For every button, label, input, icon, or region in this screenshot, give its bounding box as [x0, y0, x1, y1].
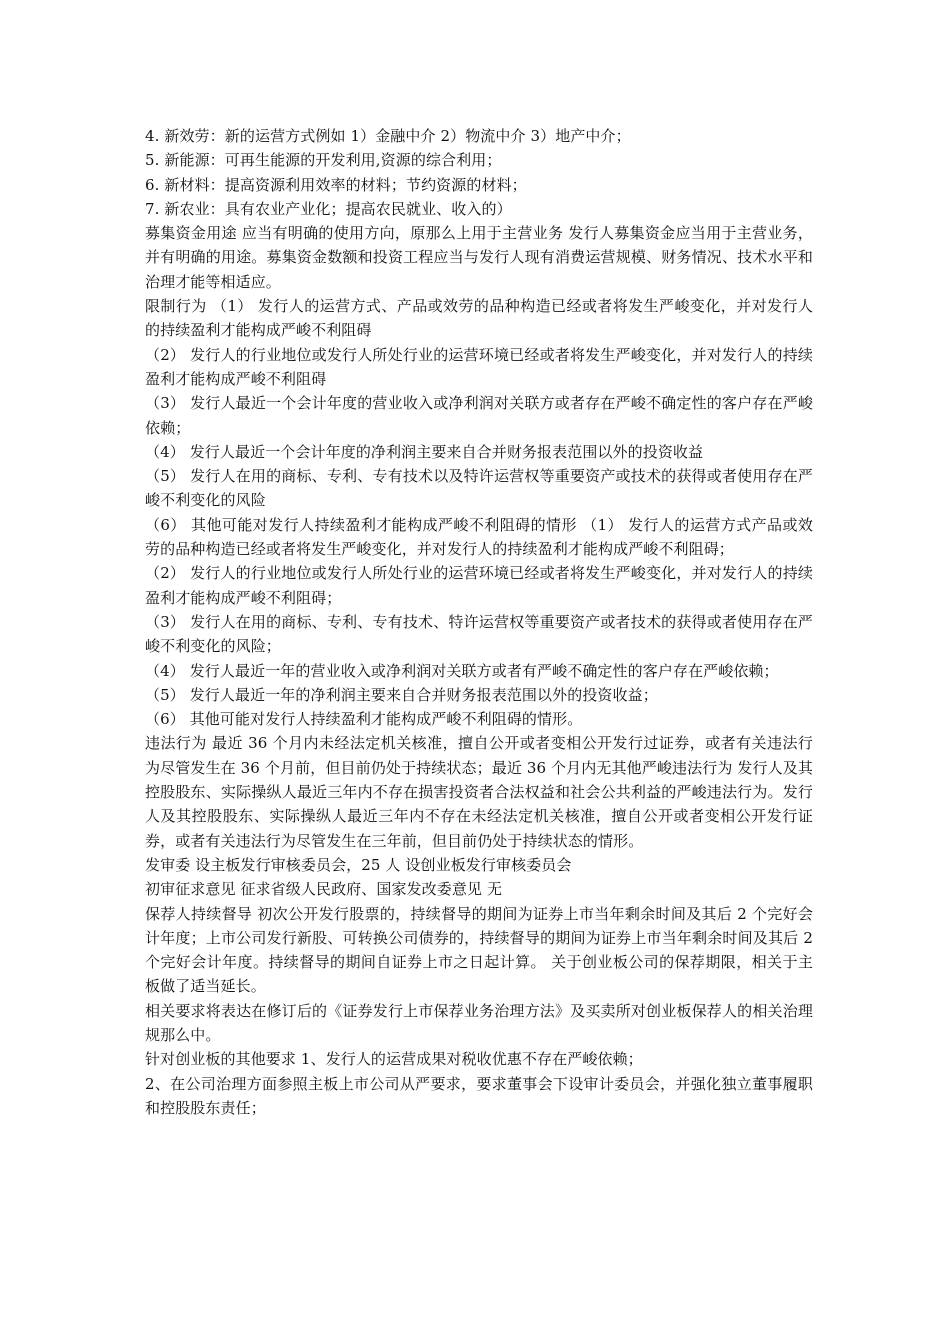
paragraph-gem-other-2: 2、在公司治理方面参照主板上市公司从严要求，要求董事会下设审计委员会，并强化独立董事履职和控股股东责任；: [145, 1074, 813, 1117]
paragraph-restricted-1: 限制行为 （1） 发行人的运营方式、产品或效劳的品种构造已经或者将发生严峻变化，并对发行人的持续盈利才能构成严峻不利阻碍: [145, 297, 813, 340]
paragraph-4-new-services: 4. 新效劳：新的运营方式例如 1）金融中介 2）物流中介 3）地产中介；: [145, 127, 631, 145]
document-body: [145, 124, 813, 1120]
paragraph-restricted-b5: （5） 发行人最近一年的净利润主要来自合并财务报表范围以外的投资收益；: [145, 685, 658, 704]
paragraph-restricted-b3: （3） 发行人在用的商标、专利、专有技术、特许运营权等重要资产或者技术的获得或者使用存在严峻不利变化的风险；: [145, 612, 813, 656]
paragraph-illegal-acts: 违法行为 最近 36 个月内未经法定机关核准，擅自公开或者变相公开发行过证券，或者有关违法行为尽管发生在 36 个月前，但目前仍处于持续状态；最近 36 个月内无其他严峻违法行为 发行人及其控股股东、实际操纵人最近三年内不存在损害投资者合法权益和社会公共利益的严峻违法行为。发行人及其控股股东、实际操纵人最近三年内不存在未经法定机关核准，擅自公开或者变相公开发行证券，或者有关违法行为尽管发生在三年前，但目前仍处于持续状态的情形。: [145, 734, 813, 850]
paragraph-related-requirements: 相关要求将表达在修订后的《证券发行上市保荐业务治理方法》及买卖所对创业板保荐人的相关治理规那么中。: [145, 1001, 813, 1044]
paragraph-gem-other-1: 针对创业板的其他要求 1、发行人的运营成果对税收优惠不存在严峻依赖；: [145, 1050, 643, 1069]
paragraph-restricted-6: （6） 其他可能对发行人持续盈利才能构成严峻不利阻碍的情形 （1） 发行人的运营方式产品或效劳的品种构造已经或者将发生严峻变化，并对发行人的持续盈利才能构成严峻不利阻碍；: [145, 515, 813, 559]
paragraph-restricted-b6: （6） 其他可能对发行人持续盈利才能构成严峻不利阻碍的情形。: [145, 710, 583, 729]
paragraph-initial-review: 初审征求意见 征求省级人民政府、国家发改委意见 无: [145, 880, 503, 899]
paragraph-restricted-b2: （2） 发行人的行业地位或发行人所处行业的运营环境已经或者将发生严峻变化，并对发行人的持续盈利才能构成严峻不利阻碍；: [145, 564, 813, 607]
paragraph-7-new-agriculture: 7. 新农业：具有农业产业化；提高农民就业、收入的）: [145, 199, 512, 218]
paragraph-restricted-2: （2） 发行人的行业地位或发行人所处行业的运营环境已经或者将发生严峻变化，并对发行人的持续盈利才能构成严峻不利阻碍: [145, 345, 813, 388]
paragraph-restricted-b4: （4） 发行人最近一年的营业收入或净利润对关联方或者有严峻不确定性的客户存在严峻依赖；: [145, 661, 779, 680]
paragraph-6-new-materials: 6. 新材料：提高资源利用效率的材料；节约资源的材料；: [145, 175, 527, 194]
paragraph-restricted-3: （3） 发行人最近一个会计年度的营业收入或净利润对关联方或者存在严峻不确定性的客户存在严峻依赖；: [145, 394, 813, 437]
paragraph-sponsor-supervision: 保荐人持续督导 初次公开发行股票的，持续督导的期间为证券上市当年剩余时间及其后 2 个完好会计年度；上市公司发行新股、可转换公司债券的，持续督导的期间为证券上市当年剩余时间及其后 2 个完好会计年度。持续督导的期间自证券上市之日起计算。 关于创业板公司的保荐期限，相关于主板做了适当延长。: [145, 904, 813, 996]
paragraph-restricted-5: （5） 发行人在用的商标、专利、专有技术以及特许运营权等重要资产或技术的获得或者使用存在严峻不利变化的风险: [145, 467, 813, 510]
paragraph-5-new-energy: 5. 新能源：可再生能源的开发利用,资源的综合利用；: [145, 151, 502, 170]
paragraph-review-committee: 发审委 设主板发行审核委员会，25 人 设创业板发行审核委员会: [145, 855, 572, 874]
paragraph-restricted-4: （4） 发行人最近一个会计年度的净利润主要来自合并财务报表范围以外的投资收益: [145, 442, 704, 461]
paragraph-fund-usage: 募集资金用途 应当有明确的使用方向，原那么上用于主营业务 发行人募集资金应当用于主营业务，并有明确的用途。募集资金数额和投资工程应当与发行人现有消费运营规模、财务情况、技术水平和治理才能等相适应。: [145, 224, 813, 291]
